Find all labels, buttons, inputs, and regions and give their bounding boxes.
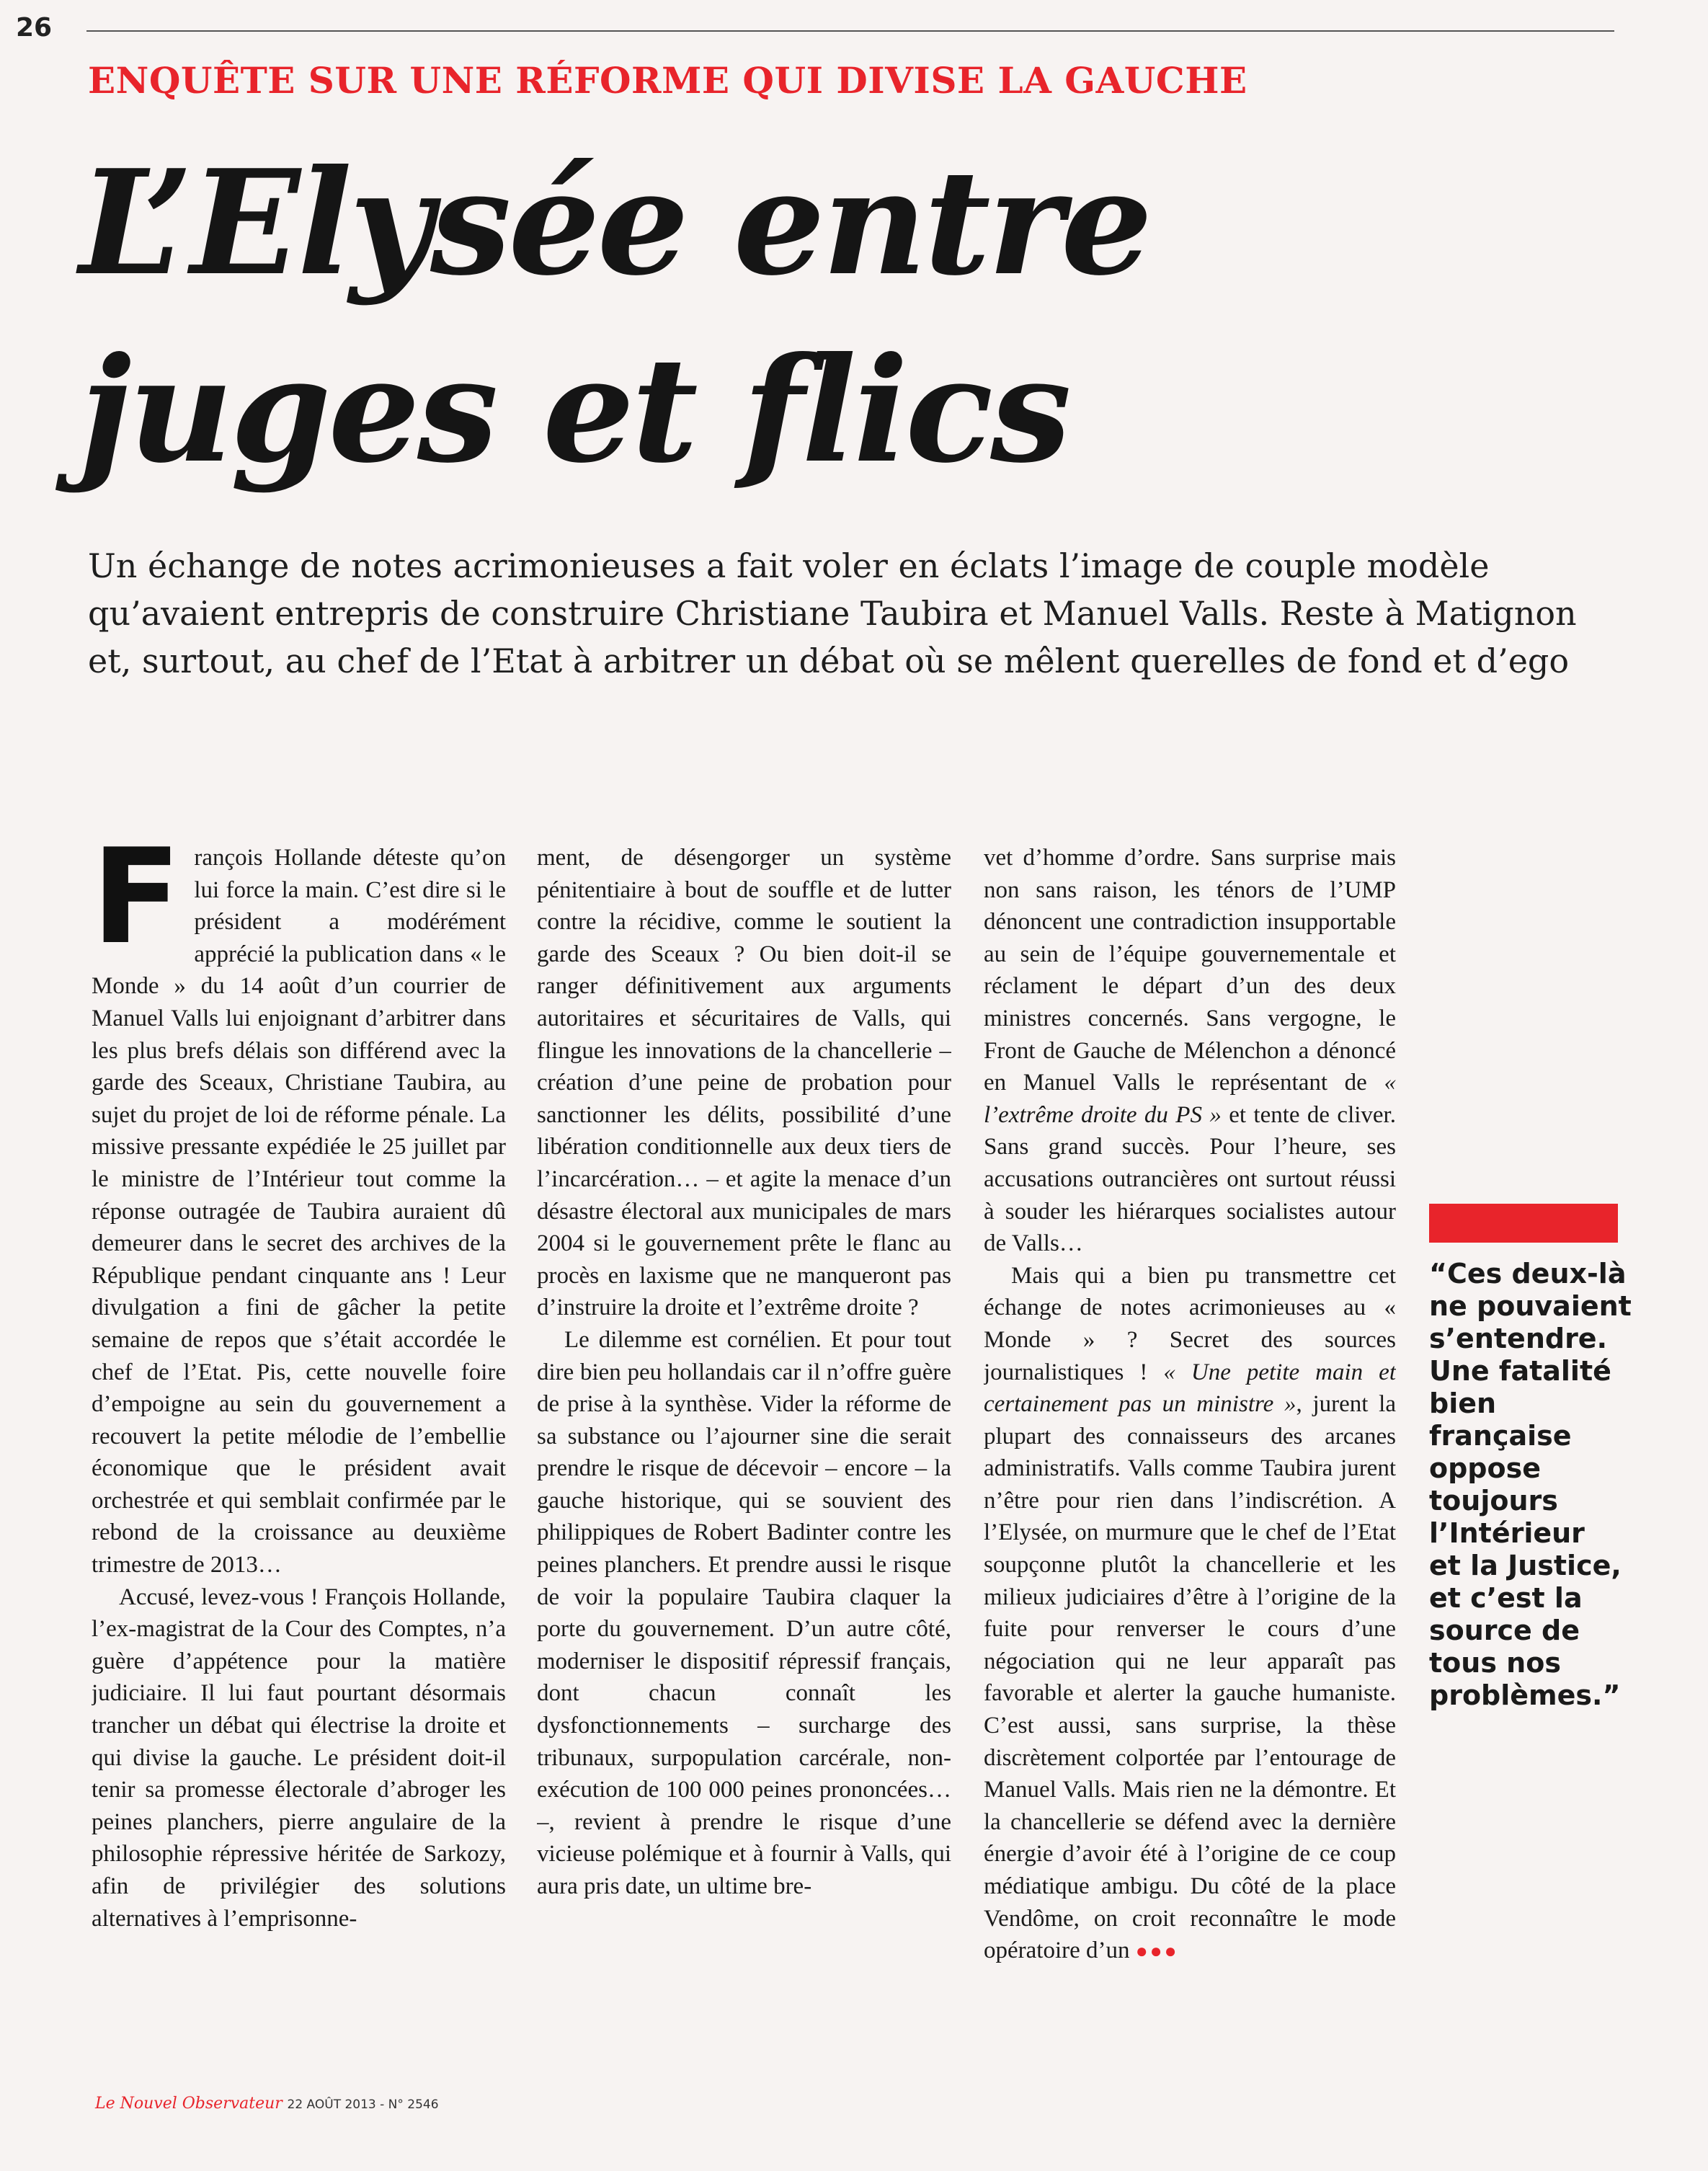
dek-line-3: et, surtout, au chef de l’Etat à arbitrer un débat où se mêlent querelles de fond et d’ego xyxy=(88,641,1570,680)
dropcap: F xyxy=(92,842,182,973)
dek-line-1: Un échange de notes acrimonieuses a fait voler en éclats l’image de couple modèle xyxy=(88,546,1490,585)
continued-dots-icon: ●●● xyxy=(1135,1940,1179,1963)
pullquote-line: oppose xyxy=(1429,1452,1542,1484)
pullquote-bar xyxy=(1429,1204,1618,1243)
pullquote-line: source de xyxy=(1429,1615,1580,1646)
pullquote-line: bien xyxy=(1429,1388,1497,1419)
paragraph: Accusé, levez-vous ! François Hollande, l’ex-magistrat de la Cour des Comptes, n’a guère d’appétence pour la matière judiciaire. Il lui faut pourtant désormais trancher un débat qui électrise la droite et qui divise la gauche. Le président doit-il tenir sa promesse électorale d’abroger les peines planchers, pierre angulaire de la philosophie répressive héritée de Sarkozy, afin de privilégier des solutions alternatives à l’emprisonne- xyxy=(92,1584,506,1932)
paragraph xyxy=(984,842,1396,1260)
pullquote-line: problèmes.” xyxy=(1429,1679,1621,1711)
pullquote-line: l’Intérieur xyxy=(1429,1517,1585,1549)
pullquote-line: française xyxy=(1429,1420,1572,1452)
pullquote xyxy=(1429,1258,1632,1712)
pullquote-line: et c’est la xyxy=(1429,1582,1583,1614)
quote-text: « Une petite main et certainement pas un ministre » xyxy=(984,1359,1396,1418)
issue-info: 22 AOÛT 2013 - N° 2546 xyxy=(287,2097,439,2112)
paragraph-text: rançois Hollande déteste qu’on lui force la main. C’est dire si le président a modérément apprécié la publication dans « le Monde » du 14 août d’un courrier de Manuel Valls lui enjoignant d’arbitrer dans les plus brefs délais son différend avec la garde des Sceaux, Christiane Taubira, au sujet du projet de loi de réforme pénale. La missive pressante expédiée le 25 juillet par le ministre de l’Intérieur tout comme la réponse outragée de Taubira auraient dû demeurer dans le secret des archives de la République pendant cinquante ans ! Leur divulgation a fini de gâcher la petite semaine de repos que s’était accordée le chef de l’Etat. Pis, cette nouvelle foire d’empoigne au sein du gouvernement a recouvert la petite mélodie de l’embellie économique que le président avait orchestrée et qui semblait confirmée par le rebond de la croissance au deuxième trimestre de 2013… xyxy=(92,845,506,1579)
headline xyxy=(79,130,1304,505)
kicker: ENQUÊTE SUR UNE RÉFORME QUI DIVISE LA GAUCHE xyxy=(88,59,1247,102)
paragraph: Le dilemme est cornélien. Et pour tout dire bien peu hollandais car il n’offre guère de prise à la synthèse. Vider la réforme de sa substance ou l’ajourner sine die serait prendre le risque de décevoir – encore – la gauche historique, qui se souvient des philippiques de Robert Badinter contre les peines planchers. Et prendre aussi le risque de voir la populaire Taubira claquer la porte du gouvernement. D’un autre côté, moderniser le dispositif répressif français, dont chacun connaît les dysfonctionnements – surcharge des tribunaux, surpopulation carcérale, non-exécution de 100 000 peines prononcées… –, revient à prendre le risque d’une vicieuse polémique et à fournir à Valls, qui aura pris date, un ultime bre- xyxy=(537,1326,951,1899)
paragraph xyxy=(92,842,506,1581)
footer xyxy=(95,2095,439,2113)
pullquote-line: et la Justice, xyxy=(1429,1550,1622,1581)
paragraph-text: , jurent la plupart des connaisseurs des arcanes administratifs. Valls comme Taubira jurent n’être pour rien dans l’indiscrétion. A l’Elysée, on murmure que le chef de l’Etat soupçonne plutôt la chancellerie et les milieux judiciaires d’être à l’origine de la fuite pour renverser le cours d’une négociation qui ne leur apparaît pas favorable et alerter la gauche humaniste. C’est aussi, sans surprise, la thèse discrètement colportée par l’entourage de Manuel Valls. Mais rien ne la démontre. Et la chancellerie se défend avec la dernière énergie d’avoir été à l’origine de ce coup médiatique ambigu. Du côté de la place Vendôme, on croit reconnaître le mode opératoire d’un xyxy=(984,1391,1396,1964)
pullquote-line: tous nos xyxy=(1429,1647,1561,1679)
paragraph-text: et tente de cliver. Sans grand succès. Pour l’heure, ses accusations outrancières ont surtout réussi à souder les hiérarques socialistes autour de Valls… xyxy=(984,1101,1396,1257)
pullquote-line: “Ces deux-là xyxy=(1429,1258,1627,1289)
dek-line-2: qu’avaient entrepris de construire Christiane Taubira et Manuel Valls. Reste à Matignon xyxy=(88,594,1577,633)
pullquote-line: Une fatalité xyxy=(1429,1355,1611,1387)
pullquote-line: toujours xyxy=(1429,1485,1558,1517)
article-column-3 xyxy=(984,842,1396,2042)
page-number: 26 xyxy=(16,13,53,43)
article-column-2 xyxy=(537,842,951,2042)
paragraph-text: Mais qui a bien pu transmettre cet échange de notes acrimonieuses au « Monde » ? Secret des sources journalistiques ! xyxy=(984,1262,1396,1385)
pullquote-line: s’entendre. xyxy=(1429,1323,1608,1354)
paragraph xyxy=(984,1260,1396,1968)
headline-line-2: juges et flics xyxy=(79,326,1069,495)
paragraph-text: vet d’homme d’ordre. Sans surprise mais non sans raison, les ténors de l’UMP dénoncent une contradiction insupportable au sein de l’équipe gouvernementale et réclament le départ d’un des deux ministres concernés. Sans vergogne, le Front de Gauche de Mélenchon a dénoncé en Manuel Valls le représentant de xyxy=(984,845,1396,1096)
article-column-1 xyxy=(92,842,506,2042)
publication-name: Le Nouvel Observateur xyxy=(95,2095,283,2113)
pullquote-line: ne pouvaient xyxy=(1429,1290,1632,1322)
top-rule xyxy=(86,30,1614,32)
headline-line-1: L’Elysée entre xyxy=(79,138,1150,308)
dek xyxy=(88,542,1623,685)
paragraph: ment, de désengorger un système pénitentiaire à bout de souffle et de lutter contre la récidive, comme le soutient la garde des Sceaux ? Ou bien doit-il se ranger définitivement aux arguments autoritaires et sécuritaires de Valls, qui flingue les innovations de la chancellerie – création d’une peine de probation pour sanctionner les délits, possibilité d’une libération conditionnelle aux deux tiers de l’incarcération… – et agite la menace d’un désastre électoral aux municipales de mars 2004 si le gouvernement prête le flanc au procès en laxisme que ne manqueront pas d’instruire la droite et l’extrême droite ? xyxy=(537,845,951,1321)
quote-text: « l’extrême droite du PS » xyxy=(984,1070,1396,1128)
